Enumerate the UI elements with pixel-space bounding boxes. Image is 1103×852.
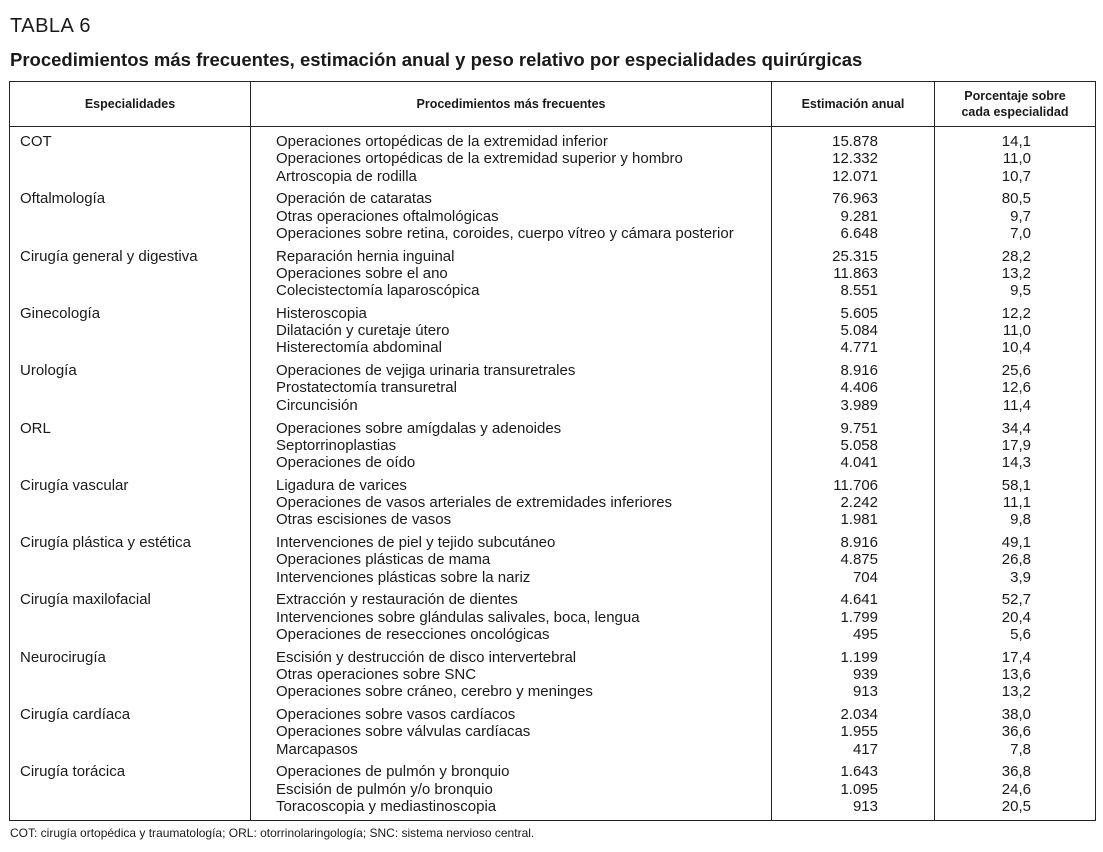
specialty-percentage: 17,4 [1001,648,1031,666]
procedure-name: Marcapasos [276,740,358,758]
table-row [10,282,1095,299]
annual-estimate: 2.034 [840,706,878,723]
specialty-group [10,643,1095,701]
specialty-percentage: 80,5 [1001,190,1031,208]
specialty-percentage: 3,9 [1010,568,1031,586]
specialty-percentage: 20,5 [1001,797,1031,815]
data-table [9,81,1096,821]
procedure-name: Operación de cataratas [276,190,432,208]
header-estimacion: Estimación anual [801,97,905,111]
table-label: TABLA 6 [10,15,91,37]
specialty-percentage: 12,6 [1001,379,1031,397]
procedure-name: Prostatectomía transuretral [276,379,457,397]
procedure-name: Circuncisión [276,396,358,414]
annual-estimate: 8.551 [840,282,878,300]
procedure-name: Operaciones de pulmón y bronquio [276,763,510,781]
annual-estimate: 8.916 [840,534,878,552]
procedure-name: Operaciones sobre vasos cardíacos [276,706,516,723]
annual-estimate: 913 [852,683,878,701]
procedure-name: Otras operaciones oftalmológicas [276,207,499,225]
specialty-percentage: 36,8 [1001,763,1031,781]
procedure-name: Septorrinoplastias [276,436,397,454]
annual-estimate: 704 [852,568,878,586]
specialty-percentage: 9,8 [1010,511,1031,529]
specialty-percentage: 25,6 [1001,362,1031,380]
specialty-group [10,184,1095,242]
specialty-percentage: 7,0 [1010,224,1031,242]
specialty-percentage: 10,7 [1001,167,1031,185]
table-row [10,362,1095,379]
table-row [10,723,1095,740]
procedure-name: Toracoscopia y mediastinoscopia [276,797,497,815]
procedure-name: Operaciones sobre válvulas cardíacas [276,723,531,741]
procedure-name: Escisión de pulmón y/o bronquio [276,780,493,798]
annual-estimate: 4.771 [840,339,878,357]
procedure-name: Operaciones sobre retina, coroides, cuerpo vítreo y cámara posterior [276,224,734,242]
specialty-name: COT [20,133,52,150]
specialty-percentage: 13,2 [1001,264,1031,282]
procedure-name: Otras escisiones de vasos [276,511,452,529]
table-row [10,265,1095,282]
annual-estimate: 1.955 [840,723,878,741]
annual-estimate: 11.863 [833,264,878,282]
specialty-percentage: 26,8 [1001,551,1031,569]
annual-estimate: 5.084 [840,322,878,340]
annual-estimate: 6.648 [840,224,878,242]
annual-estimate: 417 [852,740,878,758]
annual-estimate: 15.878 [832,133,878,150]
annual-estimate: 1.643 [840,763,878,781]
table-row [10,666,1095,683]
specialty-percentage: 9,7 [1010,207,1031,225]
table-row [10,248,1095,265]
specialty-group [10,127,1095,185]
header-porcentaje-line2: cada especialidad [961,105,1069,119]
header-porcentaje [935,82,1095,126]
table-row [10,609,1095,626]
procedure-name: Ligadura de varices [276,476,407,494]
procedure-name: Extracción y restauración de dientes [276,591,518,609]
annual-estimate: 913 [852,797,878,815]
specialty-group [10,414,1095,472]
procedure-name: Operaciones sobre cráneo, cerebro y meninges [276,683,593,701]
specialty-name: ORL [20,419,51,437]
annual-estimate: 8.916 [840,362,878,380]
procedure-name: Histerectomía abdominal [276,339,442,357]
annual-estimate: 4.641 [840,591,878,609]
table-row [10,208,1095,225]
annual-estimate: 5.058 [840,436,878,454]
table-row [10,133,1095,150]
table-row [10,591,1095,608]
specialty-percentage: 36,6 [1001,723,1031,741]
table-row [10,322,1095,339]
annual-estimate: 1.799 [840,608,878,626]
specialty-percentage: 14,3 [1001,454,1031,472]
table-row [10,649,1095,666]
procedure-name: Operaciones sobre el ano [276,264,448,282]
procedure-name: Operaciones de vasos arteriales de extremidades inferiores [276,494,673,512]
procedure-name: Operaciones plásticas de mama [276,551,491,569]
specialty-percentage: 7,8 [1010,740,1031,758]
specialty-percentage: 13,2 [1001,683,1031,701]
annual-estimate: 2.242 [840,494,878,512]
procedure-name: Operaciones de oído [276,454,416,472]
procedure-name: Escisión y destrucción de disco intervertebral [276,648,577,666]
table-row [10,763,1095,780]
annual-estimate: 9.281 [840,207,878,225]
specialty-percentage: 17,9 [1001,436,1031,454]
table-row [10,494,1095,511]
procedure-name: Intervenciones sobre glándulas salivales, boca, lengua [276,608,640,626]
specialty-percentage: 11,0 [1002,322,1031,340]
procedure-name: Operaciones ortopédicas de la extremidad inferior [276,133,608,150]
specialty-percentage: 10,4 [1001,339,1031,357]
header-especialidades: Especialidades [84,97,176,111]
specialty-name: Oftalmología [20,190,106,208]
specialty-name: Cirugía maxilofacial [20,591,151,609]
table-row [10,339,1095,356]
specialty-name: Cirugía general y digestiva [20,247,198,265]
specialty-percentage: 58,1 [1001,476,1031,494]
table-row [10,798,1095,815]
specialty-percentage: 11,4 [1002,396,1031,414]
annual-estimate: 1.981 [840,511,878,529]
specialty-percentage: 13,6 [1001,665,1031,683]
specialty-percentage: 11,1 [1002,494,1031,512]
specialty-percentage: 38,0 [1001,706,1031,723]
procedure-name: Operaciones ortopédicas de la extremidad superior y hombro [276,150,683,168]
specialty-group [10,242,1095,300]
table-row [10,190,1095,207]
specialty-name: Cirugía vascular [20,476,129,494]
table-row [10,397,1095,414]
specialty-name: Urología [20,362,77,380]
table-row [10,551,1095,568]
table-row [10,225,1095,242]
specialty-percentage: 49,1 [1001,534,1031,552]
table-row [10,683,1095,700]
table-row [10,781,1095,798]
annual-estimate: 939 [852,665,878,683]
procedure-name: Histeroscopia [276,304,367,322]
table-row [10,150,1095,167]
annual-estimate: 3.989 [840,396,878,414]
table-row [10,477,1095,494]
specialty-group [10,471,1095,529]
procedure-name: Operaciones sobre amígdalas y adenoides [276,419,562,437]
table-header [10,82,1095,127]
table-row [10,420,1095,437]
specialty-percentage: 24,6 [1001,780,1031,798]
table-row [10,569,1095,586]
procedure-name: Artroscopia de rodilla [276,167,417,185]
procedure-name: Otras operaciones sobre SNC [276,665,477,683]
annual-estimate: 76.963 [832,190,878,208]
specialty-name: Cirugía cardíaca [20,706,131,723]
annual-estimate: 25.315 [832,247,878,265]
specialty-percentage: 12,2 [1001,304,1031,322]
specialty-percentage: 52,7 [1001,591,1031,609]
table-row [10,626,1095,643]
table-row [10,168,1095,185]
specialty-percentage: 5,6 [1010,625,1031,643]
specialty-percentage: 28,2 [1001,247,1031,265]
table-row [10,741,1095,758]
specialty-name: Ginecología [20,304,101,322]
header-porcentaje-line1: Porcentaje sobre [964,89,1066,103]
specialty-group [10,528,1095,586]
annual-estimate: 4.875 [840,551,878,569]
specialty-group [10,356,1095,414]
table-row [10,305,1095,322]
annual-estimate: 11.706 [833,476,878,494]
procedure-name: Reparación hernia inguinal [276,247,455,265]
procedure-name: Operaciones de vejiga urinaria transuretrales [276,362,576,380]
specialty-name: Neurocirugía [20,648,106,666]
specialty-name: Cirugía torácica [20,763,126,781]
annual-estimate: 495 [852,625,878,643]
annual-estimate: 12.332 [832,150,878,168]
table-row [10,706,1095,723]
annual-estimate: 4.041 [840,454,878,472]
specialty-group [10,757,1095,815]
table-row [10,534,1095,551]
specialty-percentage: 14,1 [1001,133,1031,150]
procedure-name: Operaciones de resecciones oncológicas [276,625,550,643]
specialty-percentage: 9,5 [1010,282,1031,300]
table-row [10,511,1095,528]
table-title: Procedimientos más frecuentes, estimación anual y peso relativo por especialidades quirúrgicas [10,49,863,70]
specialty-name: Cirugía plástica y estética [20,534,191,552]
procedure-name: Intervenciones de piel y tejido subcutáneo [276,534,556,552]
annual-estimate: 12.071 [832,167,878,185]
specialty-group [10,585,1095,643]
table-row [10,454,1095,471]
annual-estimate: 5.605 [840,304,878,322]
procedure-name: Dilatación y curetaje útero [276,322,450,340]
table-row [10,437,1095,454]
annual-estimate: 1.199 [840,648,878,666]
footnote: COT: cirugía ortopédica y traumatología; ORL: otorrinolaringología; SNC: sistema nervioso central. [10,826,535,840]
specialty-group [10,700,1095,758]
annual-estimate: 4.406 [840,379,878,397]
specialty-group [10,299,1095,357]
procedure-name: Intervenciones plásticas sobre la nariz [276,568,531,586]
specialty-percentage: 20,4 [1001,608,1031,626]
annual-estimate: 9.751 [840,419,878,437]
table-row [10,379,1095,396]
header-procedimientos: Procedimientos más frecuentes [416,97,606,111]
specialty-percentage: 34,4 [1001,419,1031,437]
procedure-name: Colecistectomía laparoscópica [276,282,480,300]
annual-estimate: 1.095 [840,780,878,798]
specialty-percentage: 11,0 [1002,150,1031,168]
